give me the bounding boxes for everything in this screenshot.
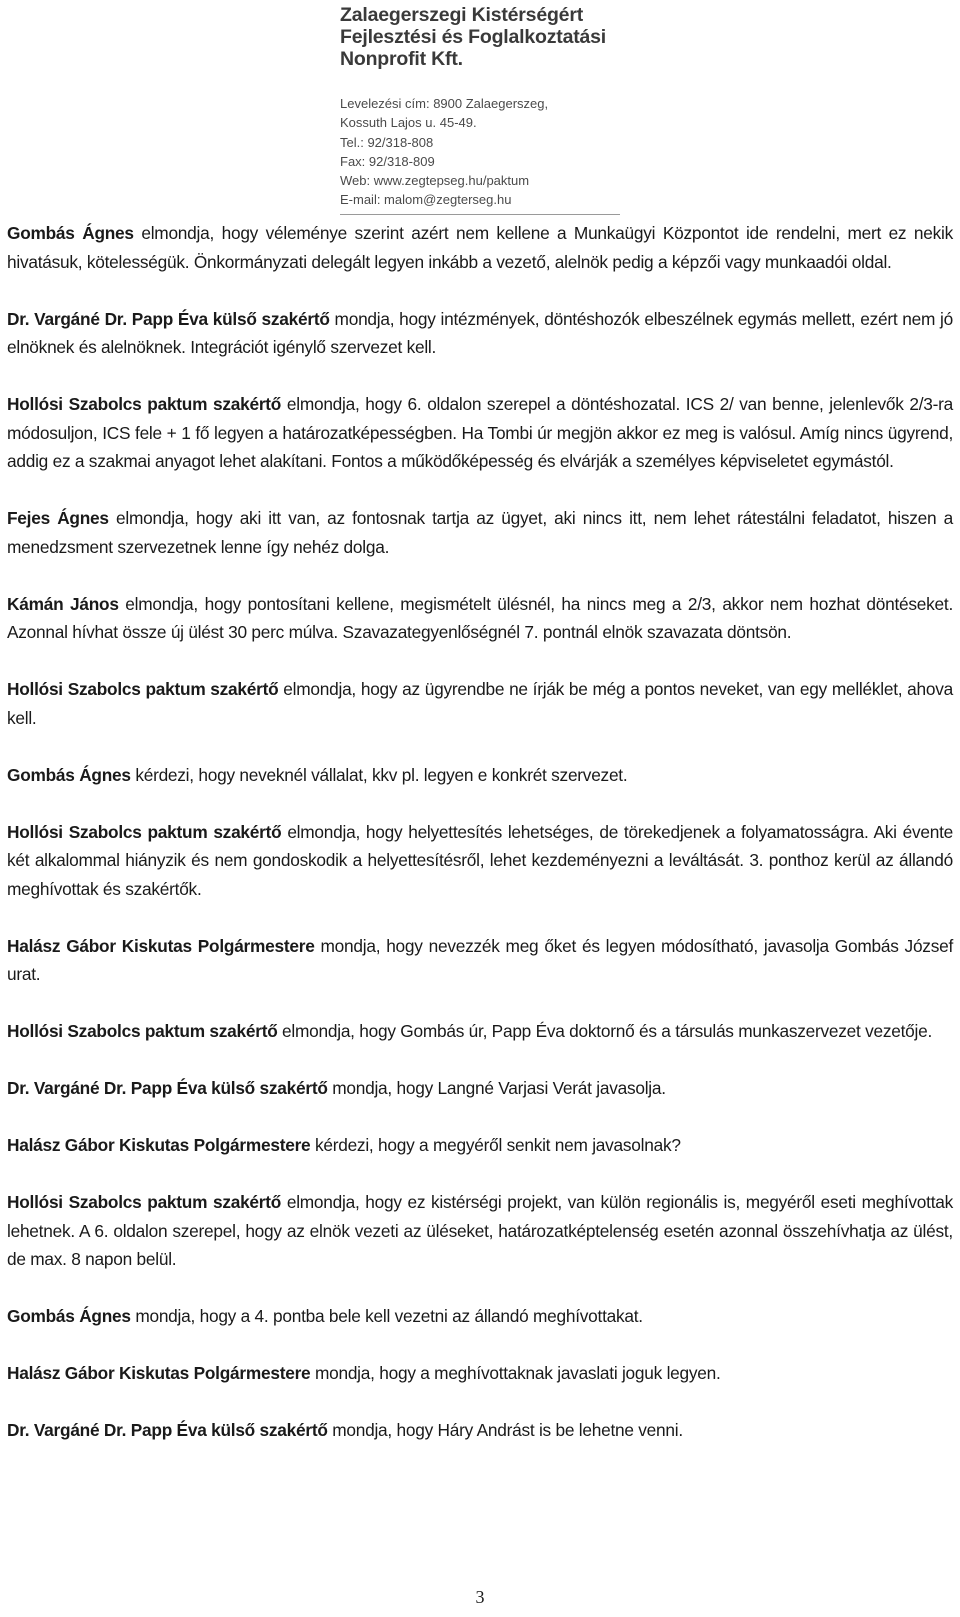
minutes-paragraph <box>7 1017 953 1046</box>
statement-text: mondja, hogy a meghívottaknak javaslati joguk legyen. <box>310 1363 721 1383</box>
speaker-name: Fejes Ágnes <box>7 508 109 528</box>
statement-text: elmondja, hogy pontosítani kellene, megismételt ülésnél, ha nincs meg a 2/3, akkor nem hozhat döntéseket. Azonnal hívhat össze új ülést 30 perc múlva. Szavazategyenlőségnél 7. pontnál elnök szavazata döntsön. <box>7 593 953 642</box>
statement-text: elmondja, hogy aki itt van, az fontosnak tartja az ügyet, aki nincs itt, nem lehet rátestálni feladatot, hiszen a menedzsment szervezetnek lenne így nehéz dolga. <box>7 508 953 557</box>
speaker-name: Dr. Vargáné Dr. Papp Éva külső szakértő <box>7 308 330 329</box>
statement-text: mondja, hogy Háry Andrást is be lehetne venni. <box>327 1420 683 1440</box>
contact-web: Web: www.zegtерseg.hu/paktum <box>340 173 530 189</box>
statement-text: mondja, hogy a 4. pontba bele kell vezetni az állandó meghívottakat. <box>130 1306 643 1326</box>
org-name-line-2: Fejlesztési és Foglalkoztatási <box>340 26 607 48</box>
statement-text: elmondja, hogy Gombás úr, Papp Éva doktornő és a társulás munkaszervezet vezetője. <box>277 1021 933 1041</box>
speaker-name: Gombás Ágnes <box>7 1306 131 1326</box>
minutes-paragraph <box>7 1188 953 1274</box>
statement-text: kérdezi, hogy neveknél vállalat, kkv pl. legyen e konkrét szervezet. <box>130 764 628 785</box>
contact-block <box>340 94 640 210</box>
speaker-name: Halász Gábor Kiskutas Polgármestere <box>7 1363 311 1383</box>
statement-text: kérdezi, hogy a megyéről senkit nem javasolnak? <box>310 1135 681 1155</box>
speaker-name: Halász Gábor Kiskutas Polgármestere <box>7 1135 311 1155</box>
speaker-name: Hollósi Szabolcs paktum szakértő <box>7 821 282 842</box>
contact-email: E-mail: malom@zegterseg.hu <box>340 192 512 208</box>
speaker-name: Dr. Vargáné Dr. Papp Éva külső szakértő <box>7 1078 328 1098</box>
minutes-paragraph <box>7 1302 953 1331</box>
statement-text: mondja, hogy nevezzék meg őket és legyen módosítható, javasolja Gombás József urat. <box>7 935 954 984</box>
minutes-paragraph <box>7 932 953 989</box>
org-name-line-1: Zalaegerszegi Kistérségért <box>340 4 583 26</box>
statement-text: mondja, hogy intézmények, döntéshozók elbeszélnek egymás mellett, ezért nem jó elnöknek és alelnöknek. Integrációt igénylő szervezet kell. <box>7 308 953 357</box>
statement-text: elmondja, hogy helyettesítés lehetséges, de törekedjenek a folyamatosságra. Aki évente két alkalommal hiányzik és nem gondoskodik a helyettesítésről, lehet kezdeményezni a leváltását. 3. ponthoz kerül az állandó meghívottak és szakértők. <box>7 821 953 899</box>
statement-text: elmondja, hogy 6. oldalon szerepel a döntéshozatal. ICS 2/ van benne, jelenlevők 2/3-ra módosuljon, ICS fele + 1 fő legyen a határozatképességben. Ha Tombi úr megjön akkor ez meg is valósul. Amíg nincs ügyrend, addig ez a szakmai anyagot lehet alakítani. Fontos a működőképesség és elvárják a személyes képviseletet egymástól. <box>7 394 953 471</box>
minutes-paragraph <box>7 1359 953 1388</box>
speaker-name: Dr. Vargáné Dr. Papp Éva külső szakértő <box>7 1420 328 1440</box>
statement-text: elmondja, hogy az ügyrendbe ne írják be még a pontos neveket, van egy melléklet, ahova kell. <box>7 679 954 728</box>
contact-address: Levelezési cím: 8900 Zalaegerszeg, <box>340 96 549 111</box>
minutes-paragraph <box>7 675 953 732</box>
speaker-name: Hollósi Szabolcs paktum szakértő <box>7 679 279 699</box>
minutes-body <box>7 219 953 1473</box>
speaker-name: Hollósi Szabolcs paktum szakértő <box>7 1021 278 1041</box>
minutes-paragraph <box>7 761 953 790</box>
minutes-paragraph <box>7 818 953 904</box>
speaker-name: Gombás Ágnes <box>7 223 134 243</box>
speaker-name: Kámán János <box>7 593 119 614</box>
contact-street: Kossuth Lajos u. 45-49. <box>340 115 477 131</box>
speaker-name: Hollósi Szabolcs paktum szakértő <box>7 1192 282 1212</box>
statement-text: mondja, hogy Langné Varjasi Verát javasolja. <box>327 1078 666 1098</box>
statement-text: elmondja, hogy ez kistérségi projekt, van külön regionális is, megyéről eseti meghívottak lehetnek. A 6. oldalon szerepel, hogy az elnök vezeti az üléseket, határozatképtelenség esetén azonnal összehívhatja az ülést, de max. 8 napon belül. <box>7 1192 954 1269</box>
minutes-paragraph <box>7 1074 953 1103</box>
page-number: 3 <box>475 1587 485 1607</box>
letterhead <box>340 4 640 210</box>
statement-text: elmondja, hogy véleménye szerint azért nem kellene a Munkaügyi Központot ide rendelni, mert ez nekik hivatásuk, kötelességük. Önkormányzati delegált legyen inkább a vezető, alelnök pedig a képzői vagy munkaadói oldal. <box>7 223 953 272</box>
minutes-paragraph <box>7 504 953 561</box>
minutes-paragraph <box>7 1131 953 1160</box>
minutes-paragraph <box>7 305 953 362</box>
speaker-name: Hollósi Szabolcs paktum szakértő <box>7 394 282 414</box>
minutes-paragraph <box>7 590 953 647</box>
speaker-name: Gombás Ágnes <box>7 764 131 785</box>
minutes-paragraph <box>7 390 953 476</box>
org-name-line-3: Nonprofit Kft. <box>340 48 463 70</box>
contact-phone: Tel.: 92/318-808 <box>340 134 434 150</box>
contact-fax: Fax: 92/318-809 <box>340 153 435 169</box>
speaker-name: Halász Gábor Kiskutas Polgármestere <box>7 935 315 956</box>
letterhead-divider <box>340 214 620 215</box>
minutes-paragraph <box>7 1416 953 1445</box>
minutes-paragraph <box>7 219 953 276</box>
